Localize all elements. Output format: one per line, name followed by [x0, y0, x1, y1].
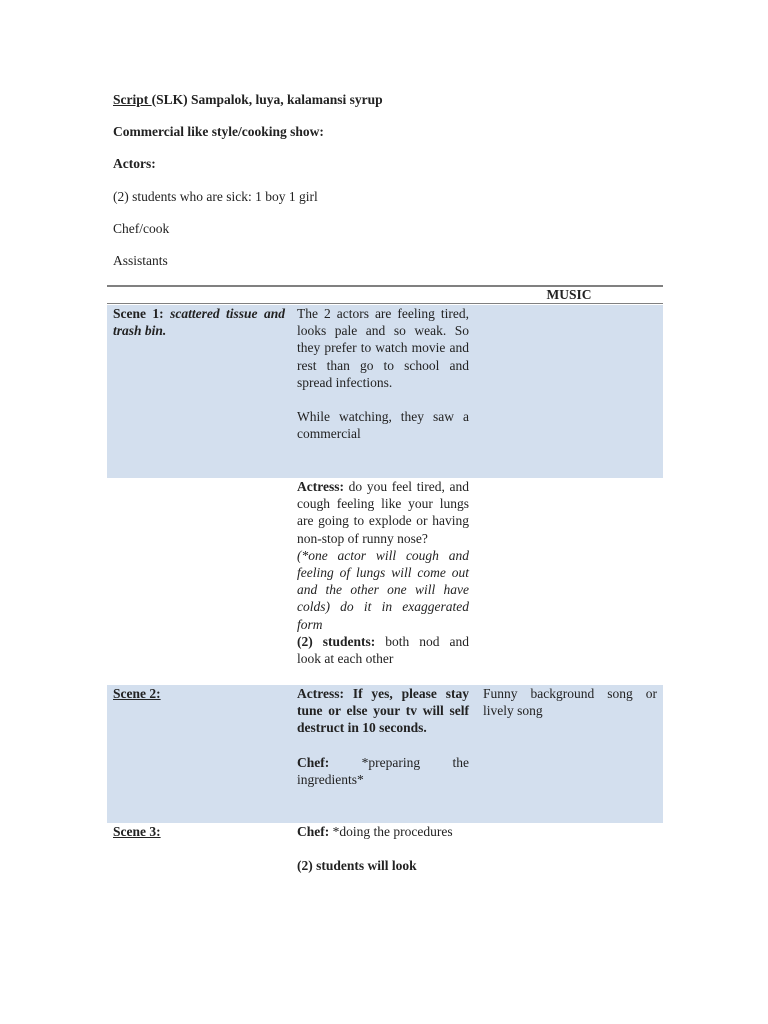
table-row-actress: [107, 478, 663, 685]
actress-cell: [297, 478, 469, 667]
students-text: both nod and look at each other: [297, 633, 469, 667]
students-label: (2) students:: [297, 633, 376, 649]
actor-assistants: Assistants: [113, 253, 168, 268]
actress-label: Actress:: [297, 479, 344, 494]
music-column-header: MUSIC: [546, 287, 592, 302]
style-line: Commercial like style/cooking show:: [113, 124, 324, 139]
scene-2-action-cell: [297, 685, 469, 788]
scene-2-music-cell: [483, 685, 657, 719]
stage-direction: (*one actor will cough and feeling of lungs will come out and the other one will have colds) do it in exaggerated form: [297, 547, 469, 632]
actor-students: (2) students who are sick: 1 boy 1 girl: [113, 189, 318, 204]
scene-2-cell: [113, 685, 285, 702]
scene-2-label: Scene 2:: [113, 686, 161, 701]
script-title-rest: (SLK) Sampalok, luya, kalamansi syrup: [151, 92, 383, 107]
scene-1-action-text: The 2 actors are feeling tired, looks pale and so weak. So they prefer to watch movie and rest than go to school and spread infections.: [297, 306, 469, 390]
scene-3-chef-label: Chef:: [297, 824, 330, 839]
scene-1-cell: [113, 305, 285, 339]
scene-3-action-cell: [297, 823, 469, 874]
actors-heading: Actors:: [113, 156, 156, 171]
scene-3-chef-text: *doing the procedures: [329, 824, 453, 839]
table-header-rule: [107, 303, 663, 304]
actor-chef: Chef/cook: [113, 221, 170, 236]
actress-text: do you feel tired, and cough feeling like your lungs are going to explode or having non-stop of runny nose?: [297, 479, 469, 546]
scene-1-action-cell: [297, 305, 469, 442]
scene-1-description: scattered tissue and trash bin.: [113, 306, 285, 339]
table-row-scene-2: [107, 685, 663, 823]
scene-1-label: Scene 1:: [113, 306, 164, 321]
scene-3-label: Scene 3:: [113, 824, 161, 839]
scene-2-music-text: Funny background song or lively song: [483, 686, 657, 719]
scene-3-cell: [113, 823, 285, 840]
scene-3-students-line: (2) students will look: [297, 858, 417, 874]
scene-2-chef-text: *preparing the ingredients*: [297, 754, 469, 787]
table-row-scene-3: [107, 823, 663, 893]
scene-2-actress-line: Actress: If yes, please stay tune or else your tv will self destruct in 10 seconds.: [297, 686, 469, 736]
table-row-scene-1: [107, 305, 663, 478]
scene-1-commercial-text: While watching, they saw a commercial: [297, 409, 469, 442]
scene-2-chef-label: Chef:: [297, 754, 330, 770]
script-word: Script: [113, 92, 152, 107]
script-title: [113, 92, 383, 108]
